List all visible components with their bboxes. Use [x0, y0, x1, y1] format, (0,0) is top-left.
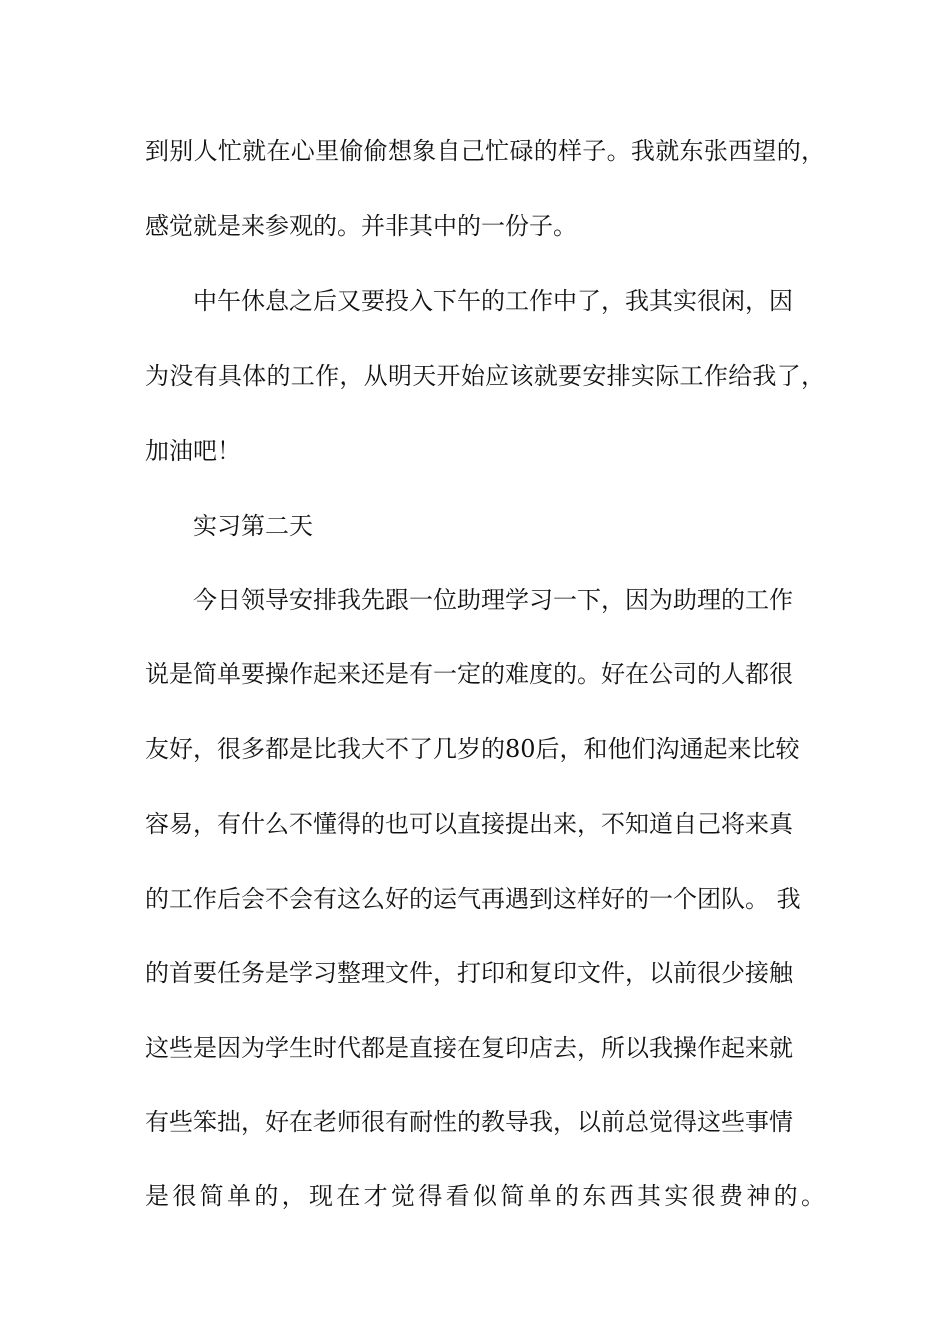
text-line-8: 说是简单要操作起来还是有一定的难度的。好在公司的人都很	[145, 660, 793, 688]
text-line-3: 中午休息之后又要投入下午的工作中了，我其实很闲，因	[193, 287, 793, 315]
text-line-10: 容易，有什么不懂得的也可以直接提出来，不知道自己将来真	[145, 810, 793, 838]
text-line-4: 为没有具体的工作，从明天开始应该就要安排实际工作给我了，	[145, 362, 825, 390]
text-line-12: 的首要任务是学习整理文件，打印和复印文件，以前很少接触	[145, 959, 793, 987]
section-heading: 实习第二天	[193, 512, 313, 540]
text-line-15: 是很简单的，现在才觉得看似简单的东西其实很费神的。	[145, 1182, 825, 1210]
text-line-2: 感觉就是来参观的。并非其中的一份子。	[145, 212, 577, 240]
text-line-14: 有些笨拙，好在老师很有耐性的教导我，以前总觉得这些事情	[145, 1108, 793, 1136]
text-line-5: 加油吧！	[145, 437, 241, 465]
text-line-1: 到别人忙就在心里偷偷想象自己忙碌的样子。我就东张西望的，	[145, 137, 825, 165]
text-line-9: 友好，很多都是比我大不了几岁的80后，和他们沟通起来比较	[145, 735, 800, 763]
text-line-11: 的工作后会不会有这么好的运气再遇到这样好的一个团队。 我	[145, 885, 801, 913]
text-line-13: 这些是因为学生时代都是直接在复印店去，所以我操作起来就	[145, 1034, 793, 1062]
text-line-7: 今日领导安排我先跟一位助理学习一下，因为助理的工作	[193, 586, 793, 614]
